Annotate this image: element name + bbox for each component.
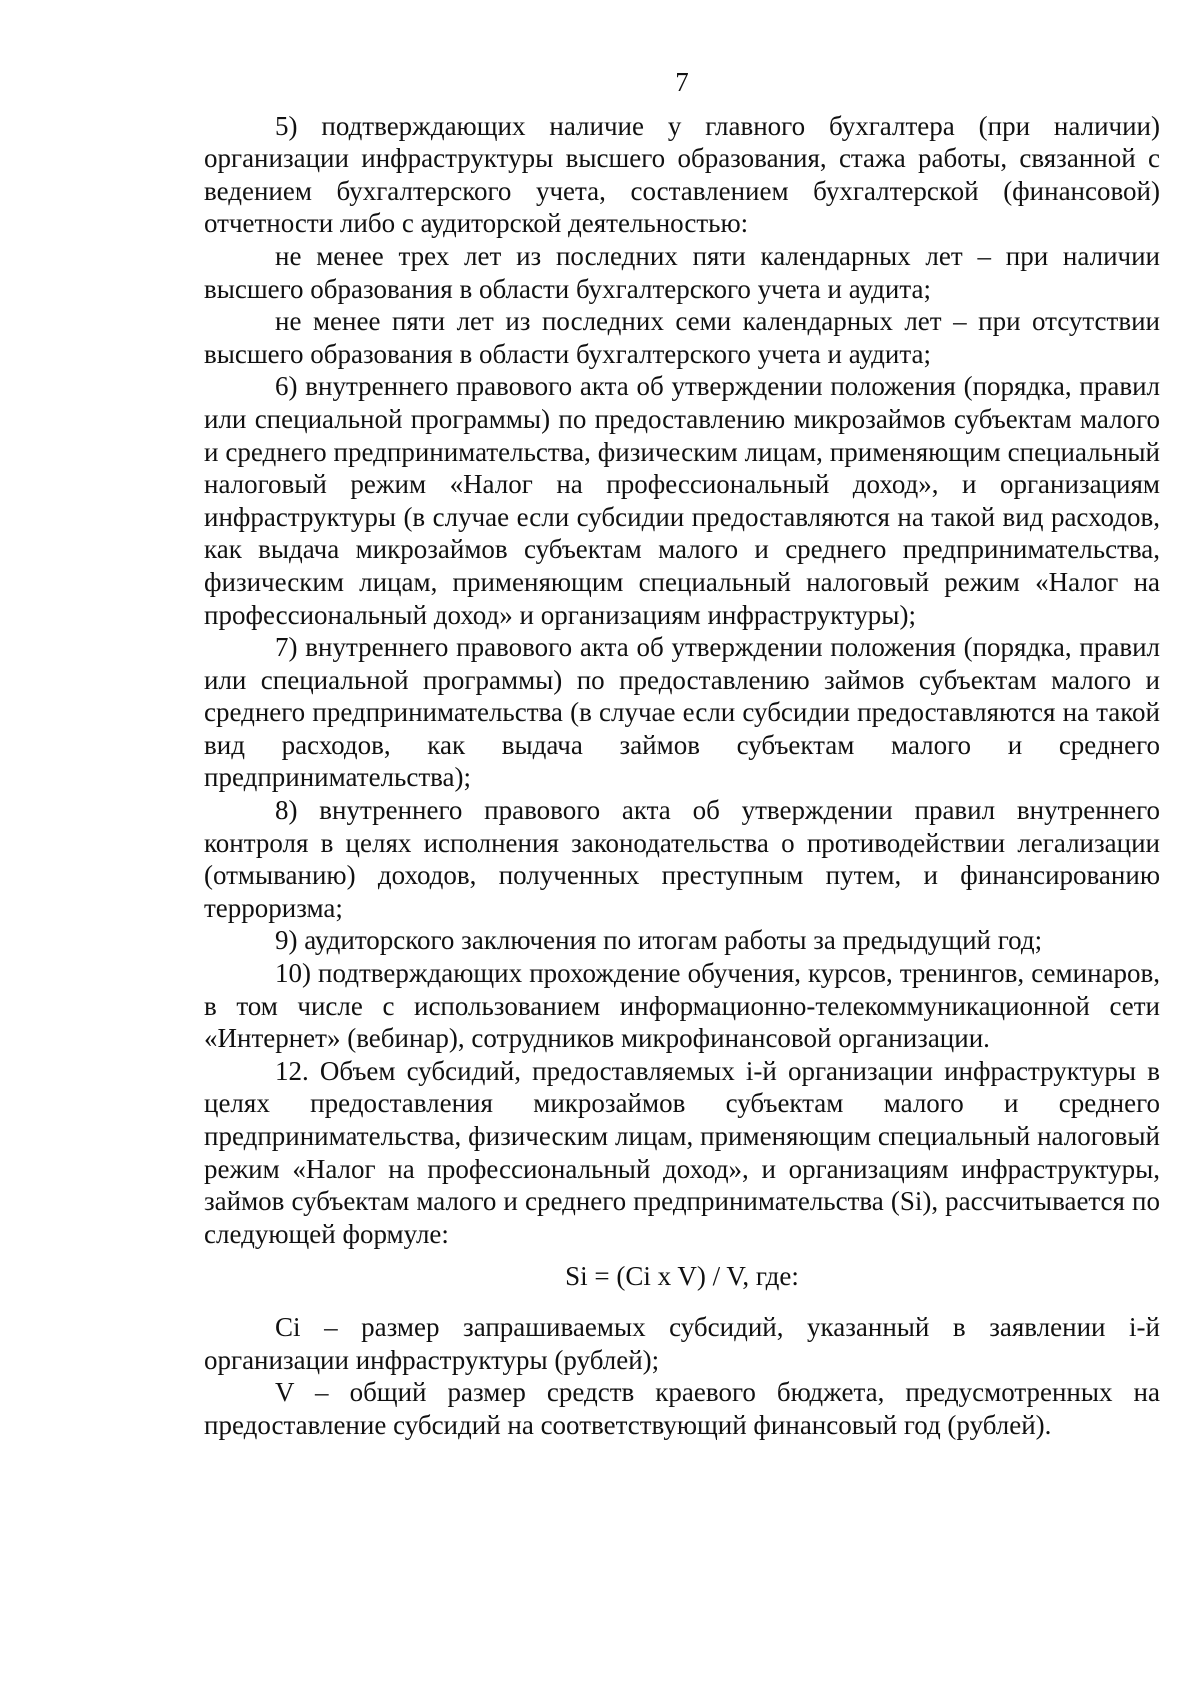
subsidy-formula: Si = (Ci x V) / V, где:: [565, 1261, 799, 1292]
paragraph-item-5: 5) подтверждающих наличие у главного бухгалтера (при наличии) организации инфраструктуры высшего образования, стажа работы, связанной с ведением бухгалтерского учета, составлением бухгалтерской (финансовой) отчетности либо с аудиторской деятельностью:: [204, 110, 1160, 239]
paragraph-item-10: 10) подтверждающих прохождение обучения, курсов, тренингов, семинаров, в том числе с использованием информационно-телекоммуникационной сети «Интернет» (вебинар), сотрудников микрофинансовой организации.: [204, 958, 1160, 1054]
paragraph-condition-no-higher-education: не менее пяти лет из последних семи календарных лет – при отсутствии высшего образования в области бухгалтерского учета и аудита;: [204, 306, 1160, 369]
document-page: [204, 66, 1160, 1441]
paragraph-item-7: 7) внутреннего правового акта об утверждении положения (порядка, правил или специальной программы) по предоставлению займов субъектам малого и среднего предпринимательства (в случае если субсидии предоставляются на такой вид расходов, как выдача займов субъектам малого и среднего предпринимательства);: [204, 632, 1160, 793]
paragraph-item-8: 8) внутреннего правового акта об утверждении правил внутреннего контроля в целях исполнения законодательства о противодействии легализации (отмыванию) доходов, полученных преступным путем, и финансированию терроризма;: [204, 795, 1160, 923]
paragraph-item-6: 6) внутреннего правового акта об утверждении положения (порядка, правил или специальной программы) по предоставлению микрозаймов субъектам малого и среднего предпринимательства, физическим лицам, применяющим специальный налоговый режим «Налог на профессиональный доход», и организациям инфраструктуры (в случае если субсидии предоставляются на такой вид расходов, как выдача микрозаймов субъектам малого и среднего предпринимательства, физическим лицам, применяющим специальный налоговый режим «Налог на профессиональный доход» и организациям инфраструктуры);: [204, 371, 1160, 630]
definition-v: V – общий размер средств краевого бюджета, предусмотренных на предоставление субсидий на соответствующий финансовый год (рублей).: [204, 1377, 1160, 1440]
page-number: 7: [675, 67, 689, 97]
paragraph-clause-12: 12. Объем субсидий, предоставляемых i-й организации инфраструктуры в целях предоставления микрозаймов субъектам малого и среднего предпринимательства, физическим лицам, применяющим специальный налоговый режим «Налог на профессиональный доход», и организациям инфраструктуры, займов субъектам малого и среднего предпринимательства (Si), рассчитывается по следующей формуле:: [204, 1055, 1160, 1249]
paragraph-item-9: 9) аудиторского заключения по итогам работы за предыдущий год;: [275, 925, 1043, 956]
definition-ci: Ci – размер запрашиваемых субсидий, указанный в заявлении i-й организации инфраструктуры (рублей);: [204, 1311, 1160, 1375]
paragraph-condition-higher-education: не менее трех лет из последних пяти календарных лет – при наличии высшего образования в области бухгалтерского учета и аудита;: [204, 240, 1160, 304]
